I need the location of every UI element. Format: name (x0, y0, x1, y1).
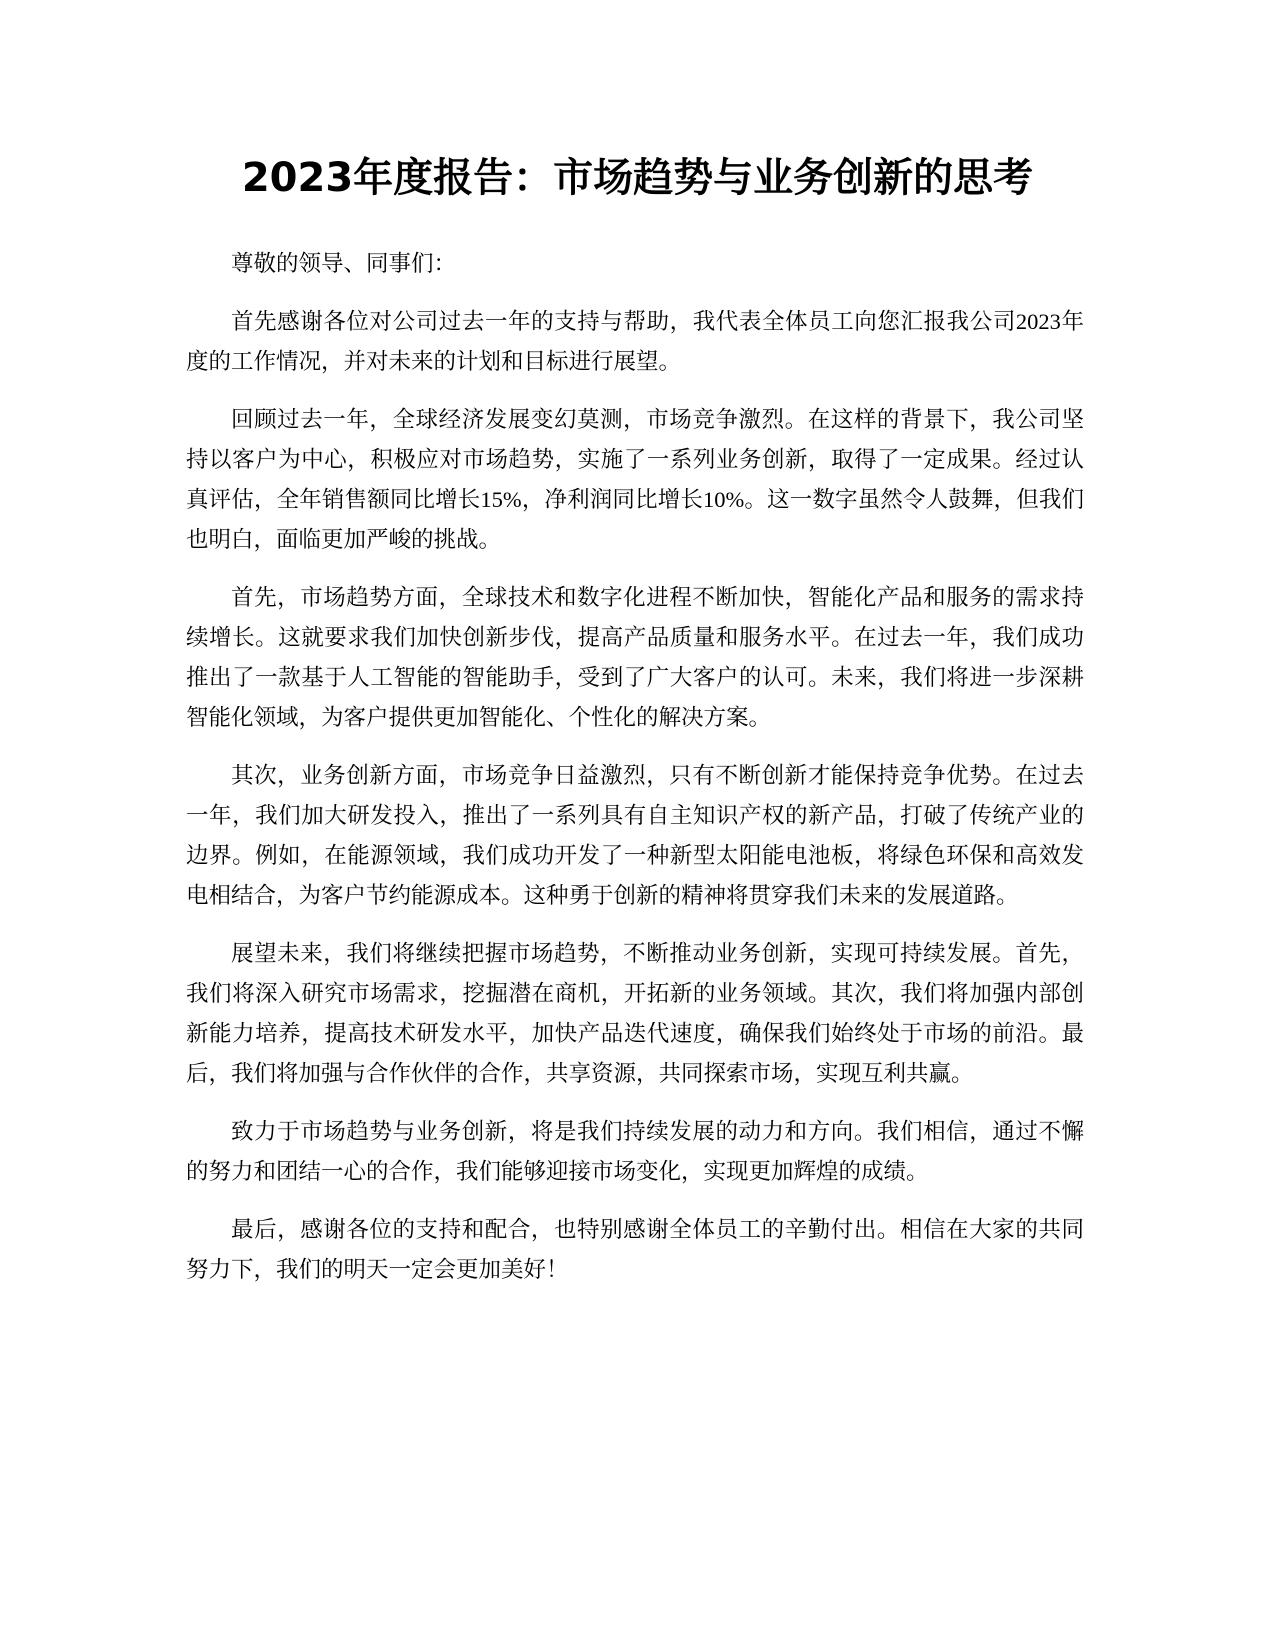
body-paragraph: 首先感谢各位对公司过去一年的支持与帮助，我代表全体员工向您汇报我公司2023年度的工作情况，并对未来的计划和目标进行展望。 (186, 309, 1084, 374)
salutation-paragraph: 尊敬的领导、同事们： (231, 251, 457, 276)
body-paragraph: 其次，业务创新方面，市场竞争日益激烈，只有不断创新才能保持竞争优势。在过去一年，我们加大研发投入，推出了一系列具有自主知识产权的新产品，打破了传统产业的边界。例如，在能源领域，我们成功开发了一种新型太阳能电池板，将绿色环保和高效发电相结合，为客户节约能源成本。这种勇于创新的精神将贯穿我们未来的发展道路。 (186, 763, 1084, 908)
body-paragraph: 致力于市场趋势与业务创新，将是我们持续发展的动力和方向。我们相信，通过不懈的努力和团结一心的合作，我们能够迎接市场变化，实现更加辉煌的成绩。 (186, 1119, 1084, 1184)
closing-paragraph: 最后，感谢各位的支持和配合，也特别感谢全体员工的辛勤付出。相信在大家的共同努力下，我们的明天一定会更加美好！ (186, 1217, 1084, 1282)
body-paragraph: 展望未来，我们将继续把握市场趋势，不断推动业务创新，实现可持续发展。首先，我们将深入研究市场需求，挖掘潜在商机，开拓新的业务领域。其次，我们将加强内部创新能力培养，提高技术研发水平，加快产品迭代速度，确保我们始终处于市场的前沿。最后，我们将加强与合作伙伴的合作，共享资源，共同探索市场，实现互利共赢。 (186, 941, 1084, 1086)
document-body (186, 244, 1084, 1308)
body-paragraph: 回顾过去一年，全球经济发展变幻莫测，市场竞争激烈。在这样的背景下，我公司坚持以客户为中心，积极应对市场趋势，实施了一系列业务创新，取得了一定成果。经过认真评估，全年销售额同比增长15%，净利润同比增长10%。这一数字虽然令人鼓舞，但我们也明白，面临更加严峻的挑战。 (186, 407, 1084, 552)
document-title: 2023年度报告：市场趋势与业务创新的思考 (241, 155, 1034, 201)
body-paragraph: 首先，市场趋势方面，全球技术和数字化进程不断加快，智能化产品和服务的需求持续增长。这就要求我们加快创新步伐，提高产品质量和服务水平。在过去一年，我们成功推出了一款基于人工智能的智能助手，受到了广大客户的认可。未来，我们将进一步深耕智能化领域，为客户提供更加智能化、个性化的解决方案。 (186, 585, 1084, 730)
